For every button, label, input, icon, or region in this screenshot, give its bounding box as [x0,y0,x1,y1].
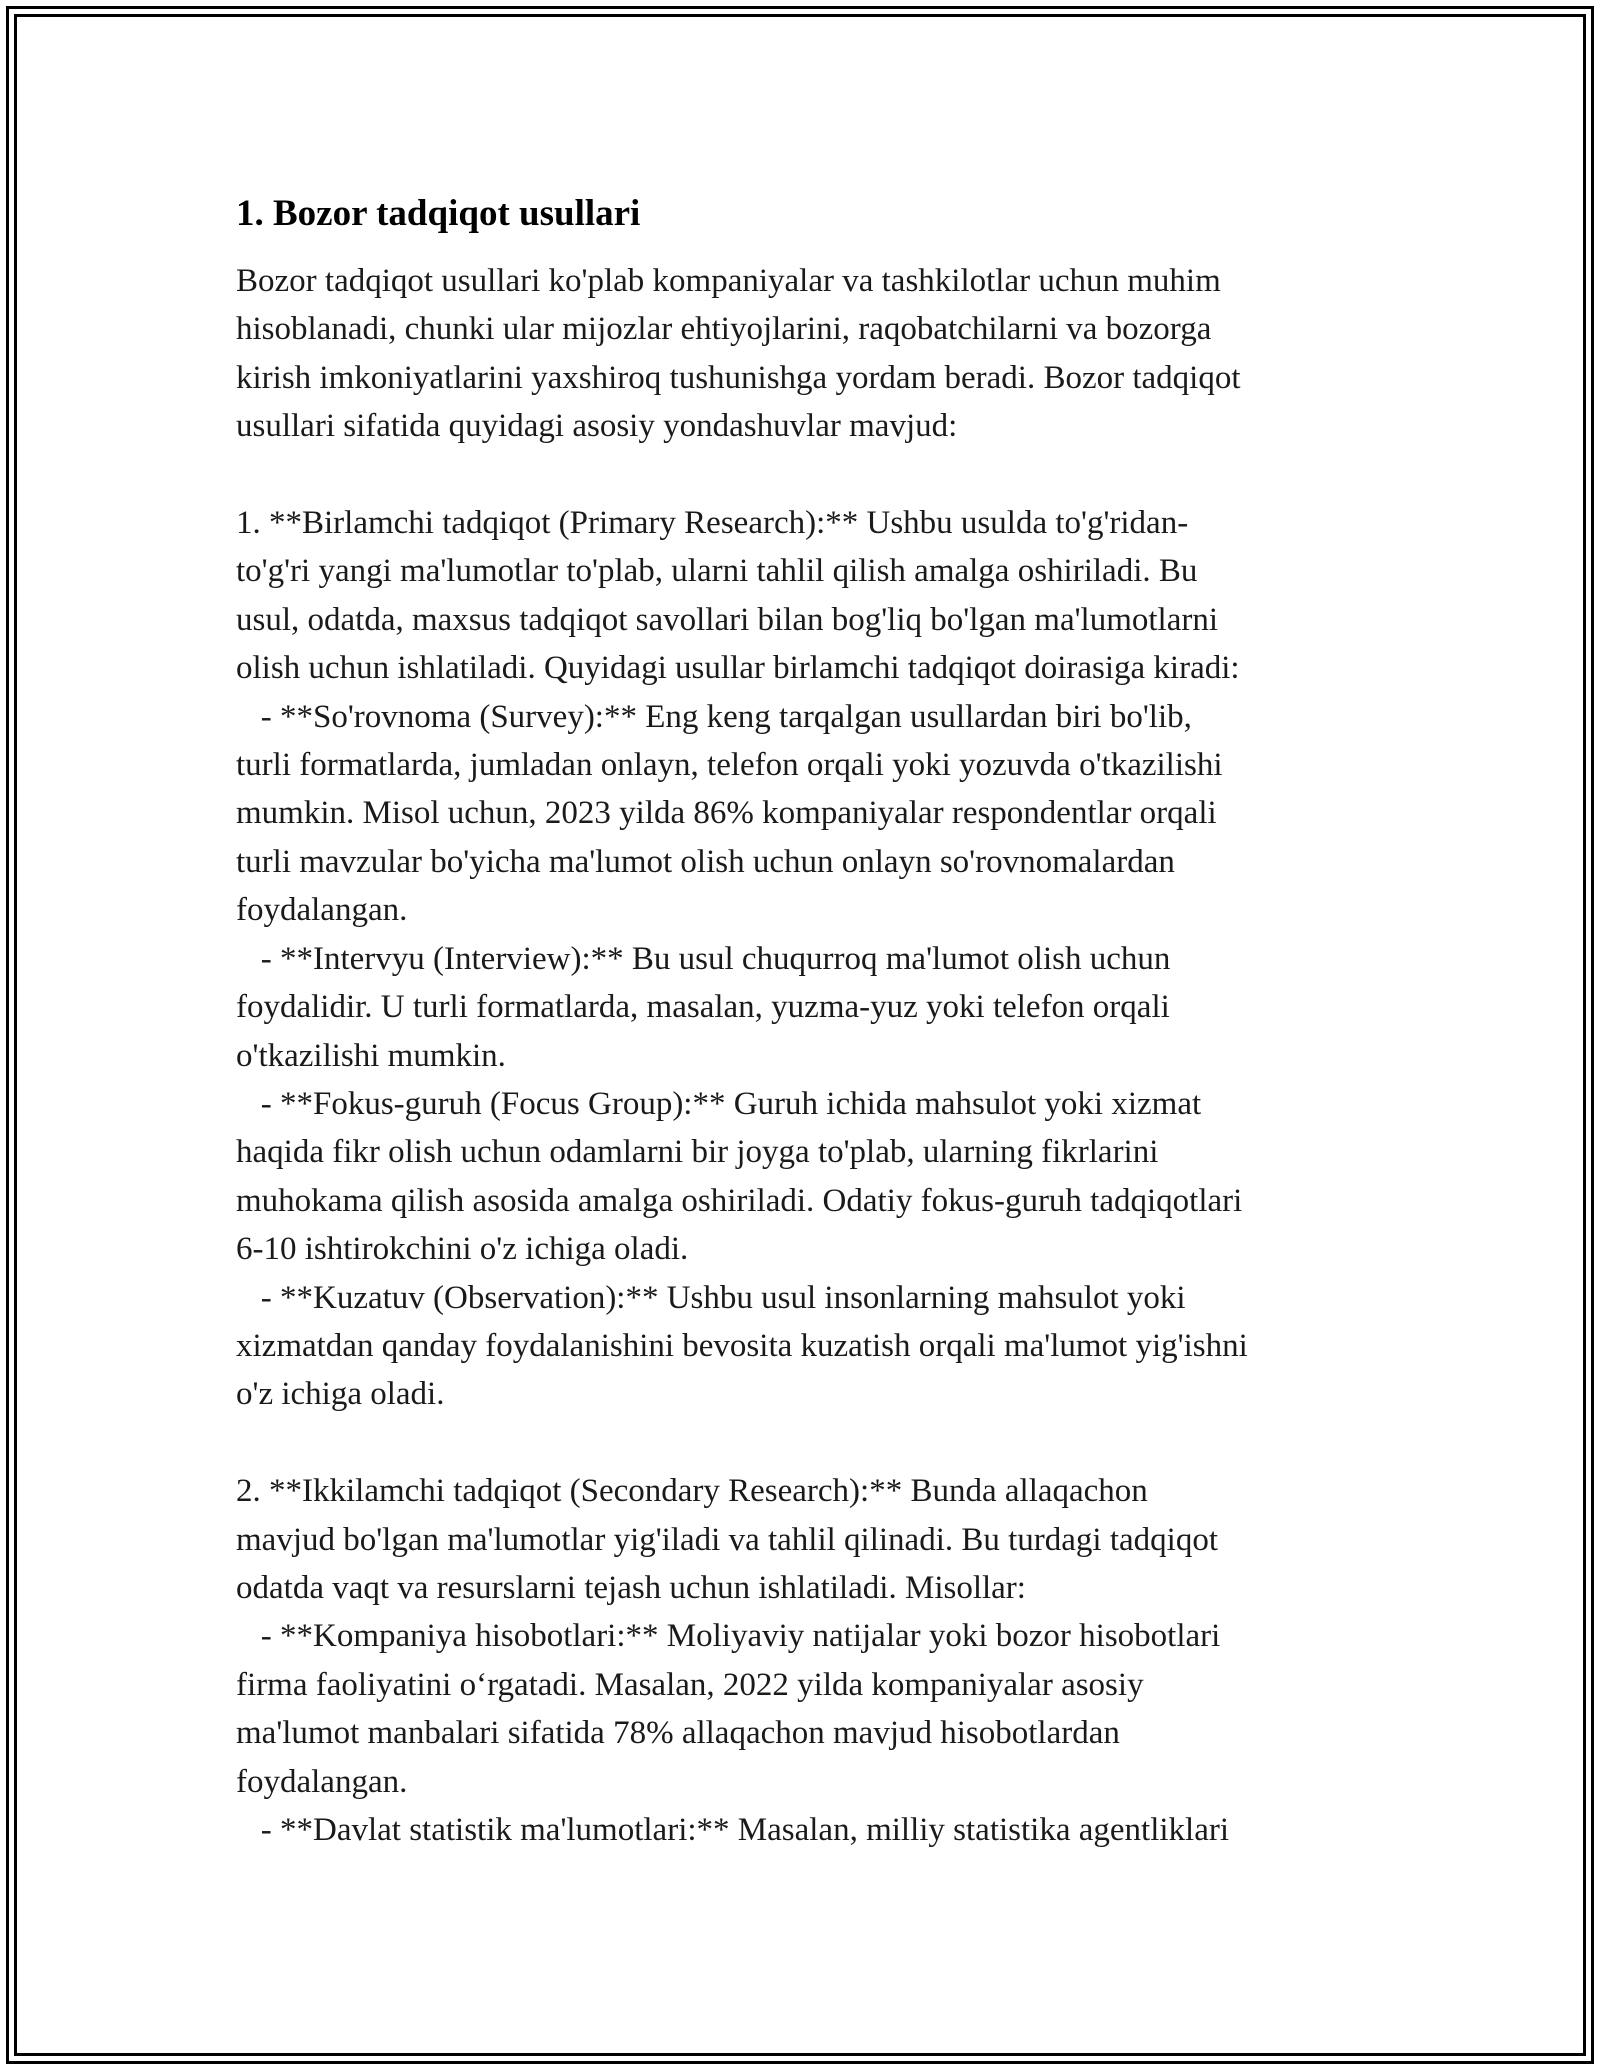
document-title: 1. Bozor tadqiqot usullari [236,193,641,234]
document-body: Bozor tadqiqot usullari ko'plab kompaniyalar va tashkilotlar uchun muhim hisoblanadi, chunki ular mijozlar ehtiyojlarini, raqobatchilarni va bozorga kirish imkoniyatlarini yaxshiroq tushunishga yordam beradi. Bozor tadqiqot usullari sifatida quyidagi asosiy yondashuvlar mavjud: 1. **Birlamchi tadqiqot (Primary Research):** Ushbu usulda to'g'ridan- to'g'ri yangi ma'lumotlar to'plab, ularni tahlil qilish amalga oshiriladi. Bu usul, odatda, maxsus tadqiqot savollari bilan bog'liq bo'lgan ma'lumotlarni olish uchun ishlatiladi. Quyidagi usullar birlamchi tadqiqot doirasiga kiradi: - **So'rovnoma (Survey):** Eng keng tarqalgan usullardan biri bo'lib, turli formatlarda, jumladan onlayn, telefon orqali yoki yozuvda o'tkazilishi mumkin. Misol uchun, 2023 yilda 86% kompaniyalar respondentlar orqali turli mavzular bo'yicha ma'lumot olish uchun onlayn so'rovnomalardan foydalangan. - **Intervyu (Interview):** Bu usul chuqurroq ma'lumot olish uchun foydalidir. U turli formatlarda, masalan, yuzma-yuz yoki telefon orqali o'tkazilishi mumkin. - **Fokus-guruh (Focus Group):** Guruh ichida mahsulot yoki xizmat haqida fikr olish uchun odamlarni bir joyga to'plab, ularning fikrlarini muhokama qilish asosida amalga oshiriladi. Odatiy fokus-guruh tadqiqotlari 6-10 ishtirokchini o'z ichiga oladi. - **Kuzatuv (Observation):** Ushbu usul insonlarning mahsulot yoki xizmatdan qanday foydalanishini bevosita kuzatish orqali ma'lumot yig'ishni o'z ichiga oladi. 2. **Ikkilamchi tadqiqot (Secondary Research):** Bunda allaqachon mavjud bo'lgan ma'lumotlar yig'iladi va tahlil qilinadi. Bu turdagi tadqiqot odatda vaqt va resurslarni tejash uchun ishlatiladi. Misollar: - **Kompaniya hisobotlari:** Moliyaviy natijalar yoki bozor hisobotlari firma faoliyatini o‘rgatadi. Masalan, 2022 yilda kompaniyalar asosiy ma'lumot manbalari sifatida 78% allaqachon mavjud hisobotlardan foydalangan. - **Davlat statistik ma'lumotlari:** Masalan, milliy statistika agentliklari [236,263,1248,1848]
document-content [236,186,1376,1854]
